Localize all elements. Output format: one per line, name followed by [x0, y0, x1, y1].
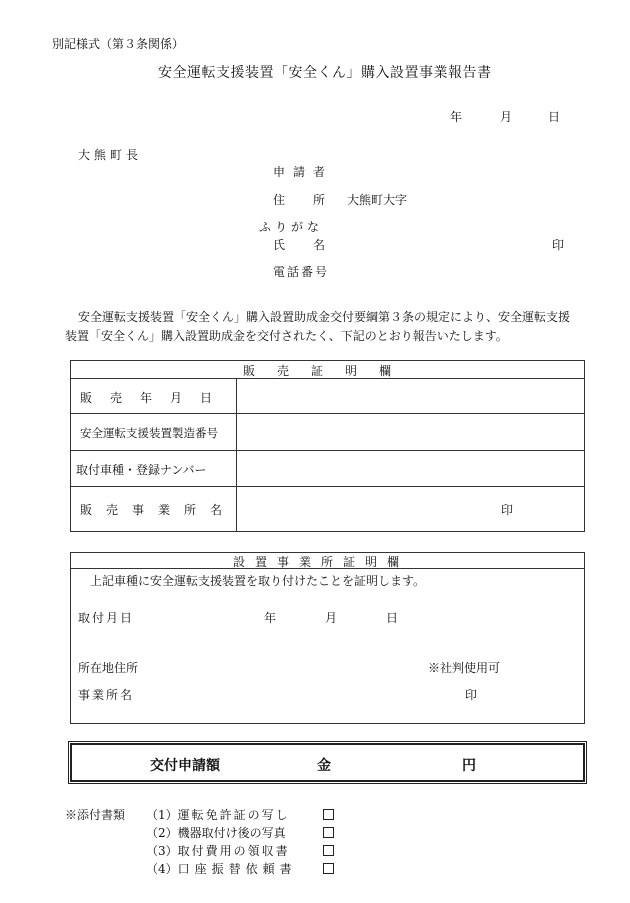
install-date-day: 日 [386, 611, 399, 625]
date-month-label: 月 [500, 110, 513, 124]
sales-row-label: 安全運転支援装置製造番号 [80, 426, 218, 440]
address-value: 大熊町大字 [347, 193, 408, 207]
recipient: 大熊町長 [78, 148, 143, 162]
document-title: 安全運転支援装置「安全くん」購入設置事業報告書 [158, 65, 492, 81]
attachment-number: （3） [146, 844, 178, 858]
date-day-label: 日 [548, 110, 561, 124]
checkbox[interactable] [323, 863, 334, 874]
sales-section-heading: 販売証明欄 [243, 364, 414, 378]
grant-amount-unit: 円 [462, 758, 476, 774]
date-year-label: 年 [450, 110, 463, 124]
body-text-line2: 装置「安全くん」購入設置助成金を交付されたく、下記のとおり報告いたします。 [65, 329, 508, 343]
checkbox[interactable] [323, 845, 334, 856]
install-date-label: 取付月日 [78, 611, 135, 625]
attachment-text: 運転免許証の写し [177, 808, 290, 822]
phone-label: 電話番号 [273, 265, 330, 279]
sales-row-label: 販売年月日 [80, 391, 231, 405]
applicant-heading: 申請者 [273, 165, 334, 179]
grant-amount-label: 交付申請額 [150, 758, 220, 774]
sales-row-label: 取付車種・登録ナンバー [76, 463, 207, 477]
install-section-heading: 設置事業所証明欄 [233, 555, 410, 569]
attachments-label: ※添付書類 [65, 808, 126, 822]
attachment-item [146, 824, 286, 841]
attachment-text: 機器取付け後の写真 [177, 826, 286, 840]
location-label: 所在地住所 [78, 661, 139, 675]
form-reference: 別記様式（第３条関係） [52, 37, 185, 51]
address-label: 住所 [273, 193, 354, 207]
stamp-note: ※社判使用可 [428, 661, 501, 675]
attachment-item [146, 806, 290, 823]
attachment-text: 口座振替依頼書 [177, 862, 297, 876]
install-seal: 印 [465, 688, 478, 702]
install-date-month: 月 [325, 611, 338, 625]
attachment-number: （1） [146, 808, 178, 822]
checkbox[interactable] [323, 809, 334, 820]
name-label: 氏名 [273, 238, 354, 252]
sales-row-value: 印 [501, 503, 514, 517]
attachment-number: （4） [146, 862, 178, 876]
attachment-item [146, 860, 297, 877]
attachment-item [146, 842, 290, 859]
install-date-year: 年 [264, 611, 277, 625]
grant-amount-prefix: 金 [317, 758, 331, 774]
body-text-line1: 安全運転支援装置「安全くん」購入設置助成金交付要綱第３条の規定により、安全運転支援 [78, 310, 571, 324]
applicant-seal: 印 [552, 238, 565, 252]
sales-row-label: 販売事業所名 [80, 503, 237, 517]
attachment-text: 取付費用の領収書 [177, 844, 290, 858]
attachment-number: （2） [146, 826, 178, 840]
grant-amount-box [70, 743, 585, 782]
furigana-label: ふりがな [259, 220, 324, 234]
checkbox[interactable] [323, 827, 334, 838]
office-name-label: 事業所名 [78, 688, 135, 702]
install-statement: 上記車種に安全運転支援装置を取り付けたことを証明します。 [90, 574, 426, 588]
